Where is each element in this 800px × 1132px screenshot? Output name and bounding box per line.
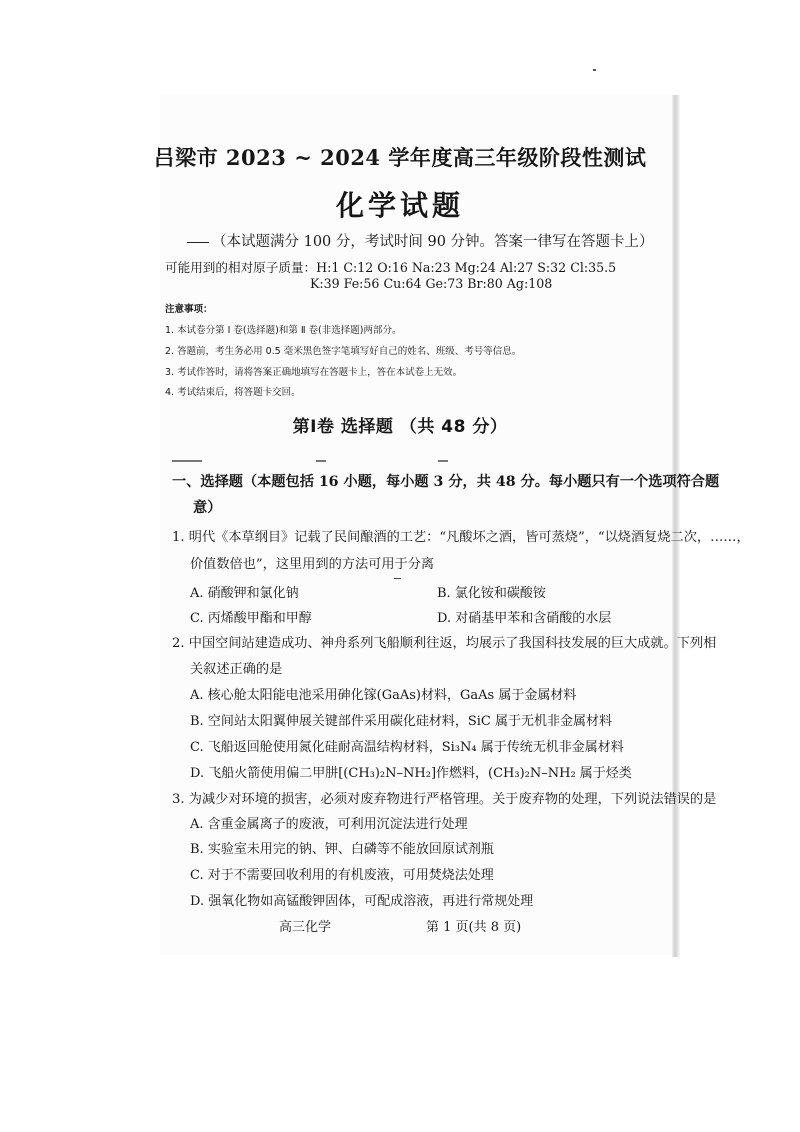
note-item: 3. 考试作答时，请将答案正确地填写在答题卡上，答在本试卷上无效。 [165, 367, 463, 378]
question-3-option-c: C. 对于不需要回收利用的有机废液，可用焚烧法处理 [190, 868, 494, 883]
scan-dash [172, 460, 202, 462]
note-item: 1. 本试卷分第 Ⅰ 卷(选择题)和第 Ⅱ 卷(非选择题)两部分。 [165, 325, 402, 336]
question-3-option-b: B. 实验室未用完的钠、钾、白磷等不能放回原试剂瓶 [190, 842, 494, 857]
question-3-option-a: A. 含重金属离子的废液，可利用沉淀法进行处理 [190, 817, 468, 832]
part-one-heading-cont: 意） [193, 500, 222, 516]
part-one-heading: 一、选择题（本题包括 16 小题，每小题 3 分，共 48 分。每小题只有一个选项符合题 [172, 474, 720, 490]
scan-mark [394, 578, 401, 579]
atomic-masses-line1: 可能用到的相对原子质量：H:1 C:12 O:16 Na:23 Mg:24 Al:27 S:32 Cl:35.5 [165, 260, 617, 275]
question-2-option-d: D. 飞船火箭使用偏二甲肼[(CH₃)₂N–NH₂]作燃料，(CH₃)₂N–NH₂ 属于烃类 [190, 766, 632, 781]
question-2-option-c: C. 飞船返回舱使用氮化硅耐高温结构材料，Si₃N₄ 属于传统无机非金属材料 [190, 740, 624, 755]
question-3-stem-line1: 3. 为减少对环境的损害，必须对废弃物进行严格管理。关于废弃物的处理，下列说法错误的是 [172, 792, 717, 807]
question-2-stem-line2: 关叙述正确的是 [190, 662, 283, 677]
exam-title-line1: 吕梁市 2023 ~ 2024 学年度高三年级阶段性测试 [153, 145, 647, 170]
scan-speck [593, 69, 596, 71]
blank-underline [187, 242, 209, 243]
question-2-option-a: A. 核心舱太阳能电池采用砷化镓(GaAs)材料，GaAs 属于金属材料 [190, 688, 577, 703]
exam-instructions: （本试题满分 100 分，考试时间 90 分钟。答案一律写在答题卡上） [212, 234, 654, 250]
exam-title-subject: 化学试题 [335, 189, 464, 222]
question-1-option-d: D. 对硝基甲苯和含硝酸的水层 [437, 611, 612, 626]
notes-heading: 注意事项： [165, 304, 213, 315]
question-2-stem-line1: 2. 中国空间站建造成功、神舟系列飞船顺利往返，均展示了我国科技发展的巨大成就。下列相 [172, 636, 717, 651]
question-1-option-a: A. 硝酸钾和氯化钠 [190, 586, 299, 601]
question-2-option-b: B. 空间站太阳翼伸展关键部件采用碳化硅材料，SiC 属于无机非金属材料 [190, 714, 612, 729]
note-item: 2. 答题前，考生务必用 0.5 毫米黑色签字笔填写好自己的姓名、班级、考号等信息。 [165, 346, 522, 357]
question-1-stem-line1: 1. 明代《本草纲目》记载了民间酿酒的工艺：“凡酸坏之酒，皆可蒸烧”，“以烧酒复烧二次，……， [172, 530, 750, 545]
scan-dash [316, 460, 326, 462]
scan-dash [438, 460, 448, 462]
atomic-masses-line2: K:39 Fe:56 Cu:64 Ge:73 Br:80 Ag:108 [310, 276, 553, 291]
section-title: 第Ⅰ卷 选择题 （共 48 分） [292, 417, 508, 437]
question-1-option-c: C. 丙烯酸甲酯和甲醇 [190, 611, 312, 626]
footer-page-number: 第 1 页(共 8 页) [426, 920, 522, 935]
question-3-option-d: D. 强氧化物如高锰酸钾固体，可配成溶液，再进行常规处理 [190, 894, 534, 909]
footer-subject: 高三化学 [279, 920, 332, 935]
question-1-option-b: B. 氯化铵和碳酸铵 [437, 586, 546, 601]
question-1-stem-line2: 价值数倍也”，这里用到的方法可用于分离 [190, 557, 435, 572]
note-item: 4. 考试结束后，将答题卡交回。 [165, 387, 301, 398]
